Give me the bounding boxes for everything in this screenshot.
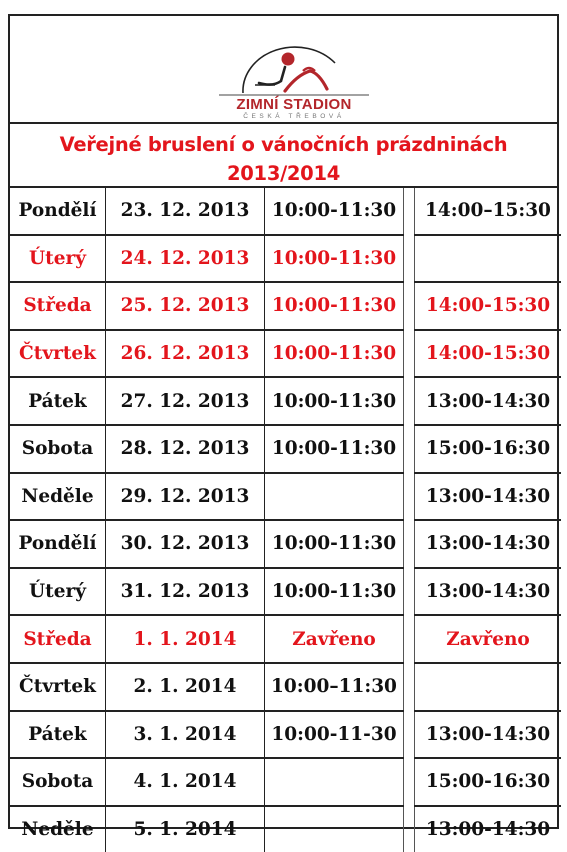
table-row [10, 711, 561, 759]
date-cell: 1. 1. 2014 [106, 615, 265, 663]
skater-logo-icon [215, 41, 373, 101]
morning-time-cell: 10:00-11:30 [265, 568, 404, 616]
afternoon-time-cell [415, 663, 562, 711]
date-cell: 25. 12. 2013 [106, 282, 265, 330]
column-gap [404, 806, 415, 852]
morning-time-cell: 10:00-11:30 [265, 425, 404, 473]
page-title [10, 130, 557, 188]
column-gap [404, 520, 415, 568]
day-cell: Sobota [10, 425, 106, 473]
morning-time-cell [265, 806, 404, 852]
column-gap [404, 282, 415, 330]
afternoon-time-cell: Zavřeno [415, 615, 562, 663]
afternoon-time-cell: 13:00-14:30 [415, 568, 562, 616]
logo-subtitle: ČESKÁ TŘEBOVÁ [243, 113, 345, 120]
date-cell: 31. 12. 2013 [106, 568, 265, 616]
morning-time-cell [265, 473, 404, 521]
date-cell: 26. 12. 2013 [106, 330, 265, 378]
column-gap [404, 377, 415, 425]
column-gap [404, 425, 415, 473]
title-line-1: Veřejné bruslení o vánočních prázdninách [59, 133, 508, 156]
date-cell: 29. 12. 2013 [106, 473, 265, 521]
date-cell: 4. 1. 2014 [106, 758, 265, 806]
title-line-2: 2013/2014 [227, 162, 340, 185]
table-row [10, 615, 561, 663]
column-gap [404, 330, 415, 378]
table-row [10, 377, 561, 425]
day-cell: Neděle [10, 473, 106, 521]
day-cell: Sobota [10, 758, 106, 806]
morning-time-cell: 10:00-11:30 [265, 282, 404, 330]
date-cell: 3. 1. 2014 [106, 711, 265, 759]
column-gap [404, 663, 415, 711]
afternoon-time-cell: 13:00-14:30 [415, 711, 562, 759]
column-gap [404, 235, 415, 283]
morning-time-cell [265, 758, 404, 806]
table-row [10, 473, 561, 521]
day-cell: Neděle [10, 806, 106, 852]
table-row [10, 663, 561, 711]
afternoon-time-cell: 13:00-14:30 [415, 473, 562, 521]
date-cell: 28. 12. 2013 [106, 425, 265, 473]
morning-time-cell: 10:00-11:30 [265, 235, 404, 283]
date-cell: 23. 12. 2013 [106, 188, 265, 235]
stadium-logo [215, 41, 373, 125]
afternoon-time-cell: 14:00-15:30 [415, 282, 562, 330]
day-cell: Čtvrtek [10, 663, 106, 711]
table-row [10, 806, 561, 852]
column-gap [404, 758, 415, 806]
table-row [10, 188, 561, 235]
date-cell: 30. 12. 2013 [106, 520, 265, 568]
afternoon-time-cell: 13:00-14:30 [415, 377, 562, 425]
afternoon-time-cell: 13:00-14:30 [415, 806, 562, 852]
afternoon-time-cell: 14:00-15:30 [415, 330, 562, 378]
table-row [10, 568, 561, 616]
day-cell: Pondělí [10, 520, 106, 568]
logo-name: ZIMNÍ STADION [236, 96, 352, 113]
column-gap [404, 473, 415, 521]
column-gap [404, 711, 415, 759]
table-row [10, 758, 561, 806]
morning-time-cell: 10:00-11:30 [265, 330, 404, 378]
column-gap [404, 568, 415, 616]
morning-time-cell: 10:00-11-30 [265, 711, 404, 759]
day-cell: Středa [10, 615, 106, 663]
day-cell: Pondělí [18, 200, 97, 222]
morning-time-cell: 10:00-11:30 [265, 520, 404, 568]
table-row [10, 330, 561, 378]
date-cell: 24. 12. 2013 [106, 235, 265, 283]
morning-time-cell: 10:00–11:30 [265, 663, 404, 711]
column-gap [404, 615, 415, 663]
date-cell: 2. 1. 2014 [106, 663, 265, 711]
table-row [10, 520, 561, 568]
day-cell: Středa [10, 282, 106, 330]
table-row [10, 425, 561, 473]
afternoon-time-cell: 14:00–15:30 [415, 188, 562, 235]
table-row [10, 235, 561, 283]
date-cell: 27. 12. 2013 [106, 377, 265, 425]
afternoon-time-cell: 15:00-16:30 [415, 758, 562, 806]
divider [10, 122, 557, 124]
morning-time-cell: 10:00-11:30 [265, 188, 404, 235]
day-cell: Pátek [10, 377, 106, 425]
morning-time-cell: Zavřeno [265, 615, 404, 663]
date-cell: 5. 1. 2014 [106, 806, 265, 852]
table-row [10, 282, 561, 330]
day-cell: Úterý [10, 235, 106, 283]
schedule-sheet [8, 14, 559, 841]
morning-time-cell: 10:00-11:30 [265, 377, 404, 425]
afternoon-time-cell: 15:00-16:30 [415, 425, 562, 473]
column-gap [404, 188, 415, 235]
afternoon-time-cell: 13:00-14:30 [415, 520, 562, 568]
afternoon-time-cell [415, 235, 562, 283]
day-cell: Čtvrtek [10, 330, 106, 378]
day-cell: Úterý [10, 568, 106, 616]
schedule-table [10, 188, 561, 852]
day-cell: Pátek [10, 711, 106, 759]
logo-area [10, 16, 557, 124]
